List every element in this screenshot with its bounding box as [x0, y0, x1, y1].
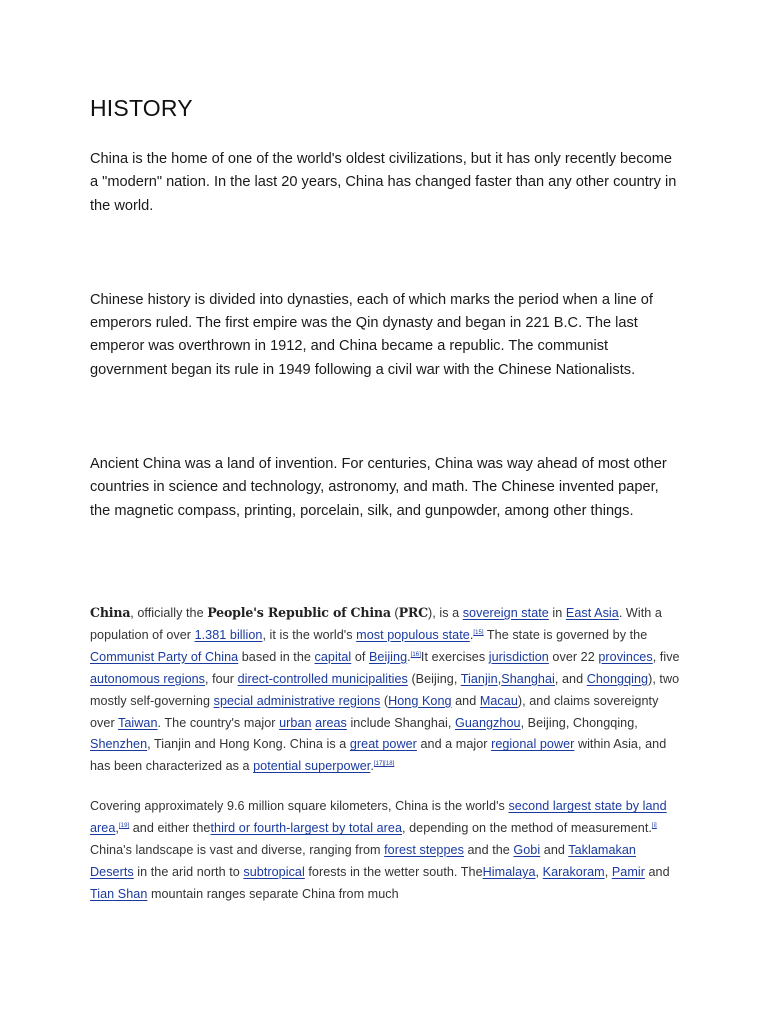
wiki-link[interactable]: sovereign state: [462, 605, 549, 620]
wiki-link[interactable]: East Asia: [565, 605, 619, 620]
wiki-text: The state is governed by the: [483, 627, 648, 642]
wiki-text: . With a population of over: [90, 605, 662, 642]
wiki-text: and either the: [129, 821, 211, 836]
wiki-text: , Beijing, Chongqing,: [520, 715, 638, 730]
page-title: HISTORY: [90, 95, 193, 121]
wiki-text: within Asia, and has been characterized as a: [90, 737, 667, 774]
wiki-link[interactable]: Himalaya: [482, 864, 536, 879]
wiki-text: ,: [604, 864, 612, 879]
wiki-link[interactable]: Karakoram: [542, 864, 605, 879]
wiki-text: , it is the world's: [262, 627, 357, 642]
wiki-text: It exercises: [420, 649, 489, 664]
wiki-link[interactable]: autonomous regions: [90, 671, 206, 686]
wiki-link[interactable]: Taiwan: [118, 715, 158, 730]
wiki-link[interactable]: Shenzhen: [90, 737, 148, 752]
wiki-text: .: [407, 649, 411, 664]
bold-term: PRC: [398, 604, 428, 620]
wiki-text: and a major: [416, 737, 492, 752]
wiki-text: , five: [652, 649, 680, 664]
wiki-link[interactable]: direct-controlled municipalities: [237, 671, 408, 686]
wiki-text: .: [370, 759, 374, 774]
wiki-text: , Tianjin and Hong Kong. China is a: [147, 737, 350, 752]
wiki-link[interactable]: Tian Shan: [90, 886, 148, 901]
wiki-text: include Shanghai,: [346, 715, 455, 730]
wiki-text: ), is a: [428, 605, 463, 620]
wiki-link[interactable]: great power: [349, 737, 417, 752]
wiki-text: in the arid north to: [133, 864, 244, 879]
wiki-text: , and: [554, 671, 587, 686]
inventions-paragraph: Ancient China was a land of invention. For centuries, China was way ahead of most other countries in science and technology, astronomy, and math. The Chinese invented paper, the magnetic compass, printing, porcelain, silk, and gunpowder, among other things.: [90, 456, 667, 519]
wiki-text: and the: [463, 843, 514, 858]
wiki-text: (: [380, 693, 389, 708]
wiki-link[interactable]: Taklamakan Deserts: [90, 843, 636, 879]
wiki-text: of: [351, 649, 369, 664]
wiki-geography-paragraph: [90, 796, 682, 906]
wiki-text: .: [469, 627, 474, 642]
wiki-text: (Beijing,: [407, 671, 461, 686]
wiki-link[interactable]: special administrative regions: [213, 693, 381, 708]
wiki-text: and: [540, 843, 569, 858]
wiki-text: . The country's major: [157, 715, 280, 730]
wiki-text: Covering approximately 9.6 million square kilometers, China is the world's: [90, 799, 509, 814]
wiki-text: in: [548, 605, 566, 620]
bold-term: China: [90, 604, 131, 620]
wiki-link[interactable]: provinces: [598, 649, 653, 664]
wiki-link[interactable]: Chongqing: [586, 671, 649, 686]
wiki-link[interactable]: areas: [315, 715, 347, 730]
wiki-text: (: [390, 605, 399, 620]
wiki-link[interactable]: urban: [279, 715, 312, 730]
wiki-link[interactable]: third or fourth-largest by total area: [210, 821, 403, 836]
wiki-link[interactable]: Beijing: [368, 649, 408, 664]
wiki-text: ), and claims sovereignty over: [90, 693, 659, 730]
wiki-link[interactable]: second largest state by land area: [90, 799, 667, 836]
reference-link[interactable]: [17][18]: [373, 761, 395, 768]
wiki-text: forests in the wetter south. The: [304, 864, 483, 879]
wiki-link[interactable]: Hong Kong: [388, 693, 452, 708]
reference-link[interactable]: [i]: [651, 823, 657, 830]
wiki-link[interactable]: Guangzhou: [454, 715, 521, 730]
reference-link[interactable]: [19]: [118, 823, 130, 830]
wiki-text: based in the: [238, 649, 315, 664]
wiki-link[interactable]: Communist Party of China: [90, 649, 239, 664]
wiki-text: ,: [115, 821, 119, 836]
wiki-text: and: [644, 864, 670, 879]
wiki-text: China's landscape is vast and diverse, ranging from: [90, 843, 385, 858]
wiki-link[interactable]: Tianjin: [460, 671, 498, 686]
document-body: [90, 95, 682, 906]
wiki-text: ,: [535, 864, 543, 879]
wiki-link[interactable]: Macau: [479, 693, 518, 708]
wiki-overview-paragraph: [90, 602, 682, 778]
wiki-link[interactable]: forest steppes: [384, 843, 464, 858]
wiki-text: , officially the: [130, 605, 208, 620]
reference-link[interactable]: [15]: [473, 629, 484, 636]
wiki-text: over 22: [548, 649, 599, 664]
wiki-text: mountain ranges separate China from much: [147, 886, 399, 901]
wiki-text: ,: [497, 671, 502, 686]
intro-paragraph: China is the home of one of the world's oldest civilizations, but it has only recently become a "modern" nation. In the last 20 years, China has changed faster than any other country in the world.: [90, 151, 677, 214]
wiki-link[interactable]: Shanghai: [501, 671, 555, 686]
wiki-text: ), two mostly self-governing: [90, 671, 680, 708]
wiki-link[interactable]: 1.381 billion: [194, 627, 263, 642]
wiki-link[interactable]: regional power: [491, 737, 575, 752]
dynasties-paragraph: Chinese history is divided into dynasties, each of which marks the period when a line of emperors ruled. The first empire was the Qin dynasty and began in 221 B.C. The last emperor was overthrown in 1912, and China became a republic. The communist government began its rule in 1949 following a civil war with the Chinese Nationalists.: [90, 291, 653, 378]
wiki-link[interactable]: Pamir: [611, 864, 645, 879]
wiki-text: , four: [205, 671, 238, 686]
wiki-link[interactable]: Gobi: [513, 843, 541, 858]
wiki-link[interactable]: jurisdiction: [488, 649, 549, 664]
wiki-link[interactable]: potential superpower: [253, 759, 371, 774]
wiki-text: , depending on the method of measurement.: [402, 821, 652, 836]
wiki-link[interactable]: capital: [314, 649, 352, 664]
wiki-link[interactable]: most populous state: [356, 627, 470, 642]
bold-term: People's Republic of China: [207, 604, 391, 620]
wiki-link[interactable]: subtropical: [243, 864, 305, 879]
reference-link[interactable]: [16]: [410, 651, 421, 658]
wiki-text: and: [451, 693, 480, 708]
